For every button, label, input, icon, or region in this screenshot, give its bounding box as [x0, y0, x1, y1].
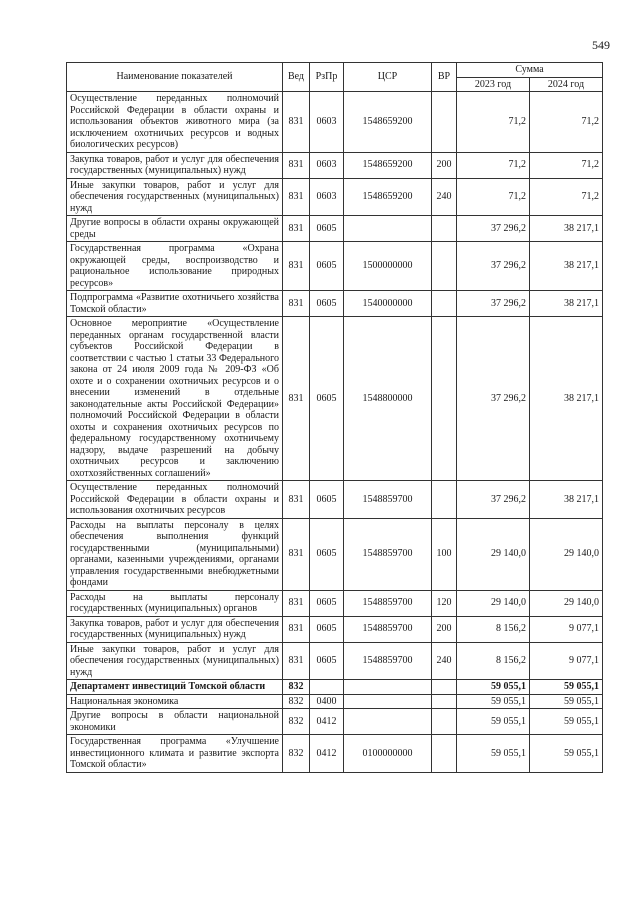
- cell-sum-2024: 59 055,1: [530, 680, 603, 695]
- cell-sum-2024: 71,2: [530, 178, 603, 216]
- cell-sum-2024: 38 217,1: [530, 242, 603, 291]
- cell-csr: [344, 694, 432, 709]
- cell-rzpr: 0603: [310, 92, 344, 153]
- table-row: [67, 152, 603, 178]
- cell-vr: [432, 680, 457, 695]
- cell-sum-2023: 29 140,0: [457, 590, 530, 616]
- cell-sum-2024: 29 140,0: [530, 518, 603, 590]
- cell-csr: 1540000000: [344, 291, 432, 317]
- cell-sum-2023: 37 296,2: [457, 242, 530, 291]
- cell-csr: [344, 216, 432, 242]
- header-year-2024: 2024 год: [530, 77, 603, 92]
- cell-ved: 832: [283, 735, 310, 773]
- header-sum: Сумма: [457, 63, 603, 78]
- cell-rzpr: 0603: [310, 178, 344, 216]
- cell-sum-2023: 29 140,0: [457, 518, 530, 590]
- cell-vr: 120: [432, 590, 457, 616]
- cell-ved: 831: [283, 152, 310, 178]
- cell-name: Осуществление переданных полномочий Российской Федерации в области охраны и использования охотничьих ресурсов: [67, 481, 283, 519]
- cell-vr: 240: [432, 642, 457, 680]
- header-csr: ЦСР: [344, 63, 432, 92]
- cell-name: Закупка товаров, работ и услуг для обеспечения государственных (муниципальных) нужд: [67, 152, 283, 178]
- cell-rzpr: 0605: [310, 242, 344, 291]
- table-row: [67, 92, 603, 153]
- cell-ved: 831: [283, 92, 310, 153]
- cell-sum-2023: 71,2: [457, 152, 530, 178]
- cell-ved: 831: [283, 216, 310, 242]
- cell-rzpr: 0605: [310, 481, 344, 519]
- cell-csr: 0100000000: [344, 735, 432, 773]
- budget-table: [66, 62, 603, 773]
- cell-vr: [432, 709, 457, 735]
- cell-ved: 831: [283, 481, 310, 519]
- cell-csr: 1548859700: [344, 481, 432, 519]
- header-year-2023: 2023 год: [457, 77, 530, 92]
- cell-name: Государственная программа «Улучшение инвестиционного климата и развитие экспорта Томской области»: [67, 735, 283, 773]
- cell-ved: 832: [283, 694, 310, 709]
- table-row: [67, 178, 603, 216]
- table-row: [67, 317, 603, 481]
- cell-rzpr: 0605: [310, 590, 344, 616]
- table-row: [67, 616, 603, 642]
- cell-csr: 1500000000: [344, 242, 432, 291]
- table-row: [67, 590, 603, 616]
- table-header-row: [67, 63, 603, 78]
- cell-csr: 1548859700: [344, 616, 432, 642]
- table-row: [67, 709, 603, 735]
- cell-sum-2023: 37 296,2: [457, 317, 530, 481]
- cell-rzpr: [310, 680, 344, 695]
- table-row: [67, 735, 603, 773]
- cell-csr: 1548859700: [344, 590, 432, 616]
- table-row: [67, 242, 603, 291]
- cell-sum-2023: 37 296,2: [457, 291, 530, 317]
- cell-rzpr: 0412: [310, 735, 344, 773]
- cell-name: Расходы на выплаты персоналу в целях обеспечения выполнения функций государственными (муниципальными) органами, казенными учреждениями, органами управления государственными внебюджетными фондами: [67, 518, 283, 590]
- header-name: Наименование показателей: [67, 63, 283, 92]
- cell-sum-2024: 9 077,1: [530, 616, 603, 642]
- table-body: [67, 92, 603, 773]
- cell-vr: 100: [432, 518, 457, 590]
- cell-sum-2023: 59 055,1: [457, 735, 530, 773]
- cell-vr: 200: [432, 152, 457, 178]
- cell-ved: 831: [283, 590, 310, 616]
- cell-rzpr: 0605: [310, 317, 344, 481]
- cell-ved: 831: [283, 518, 310, 590]
- cell-csr: [344, 680, 432, 695]
- cell-csr: 1548859700: [344, 642, 432, 680]
- page-number: 549: [592, 38, 610, 52]
- cell-rzpr: 0605: [310, 616, 344, 642]
- cell-csr: 1548659200: [344, 152, 432, 178]
- cell-sum-2024: 38 217,1: [530, 481, 603, 519]
- cell-sum-2023: 8 156,2: [457, 616, 530, 642]
- cell-ved: 831: [283, 291, 310, 317]
- cell-csr: 1548659200: [344, 178, 432, 216]
- cell-vr: [432, 242, 457, 291]
- cell-ved: 831: [283, 178, 310, 216]
- cell-rzpr: 0605: [310, 518, 344, 590]
- cell-csr: [344, 709, 432, 735]
- cell-ved: 831: [283, 616, 310, 642]
- cell-sum-2023: 59 055,1: [457, 709, 530, 735]
- table-row: [67, 694, 603, 709]
- table-row: [67, 481, 603, 519]
- cell-vr: 240: [432, 178, 457, 216]
- cell-sum-2023: 8 156,2: [457, 642, 530, 680]
- cell-vr: [432, 216, 457, 242]
- cell-name: Осуществление переданных полномочий Российской Федерации в области охраны и использования объектов животного мира (за исключением охотничьих ресурсов и водных биологических ресурсов): [67, 92, 283, 153]
- cell-rzpr: 0400: [310, 694, 344, 709]
- table-row: [67, 680, 603, 695]
- header-ved: Вед: [283, 63, 310, 92]
- table-row: [67, 291, 603, 317]
- table-row: [67, 642, 603, 680]
- cell-name: Подпрограмма «Развитие охотничьего хозяйства Томской области»: [67, 291, 283, 317]
- cell-name: Основное мероприятие «Осуществление переданных органам государственной власти субъектов Российской Федерации в соответствии с частью 1 статьи 33 Федерального закона от 24 июля 2009 года № 209-ФЗ «Об охоте и о сохранении охотничьих ресурсов и о внесении изменений в отдельные законодательные акты Российской Федерации» полномочий Российской Федерации в области охоты и сохранения охотничьих ресурсов по федеральному государственному охотничьему надзору, выдаче разрешений на добычу охотничьих ресурсов и заключению охотхозяйственных соглашений»: [67, 317, 283, 481]
- header-rzpr: РзПр: [310, 63, 344, 92]
- cell-sum-2024: 38 217,1: [530, 291, 603, 317]
- cell-sum-2024: 59 055,1: [530, 735, 603, 773]
- cell-vr: 200: [432, 616, 457, 642]
- cell-sum-2024: 9 077,1: [530, 642, 603, 680]
- cell-name: Иные закупки товаров, работ и услуг для обеспечения государственных (муниципальных) нужд: [67, 178, 283, 216]
- cell-vr: [432, 694, 457, 709]
- cell-name: Национальная экономика: [67, 694, 283, 709]
- cell-ved: 832: [283, 709, 310, 735]
- cell-sum-2024: 38 217,1: [530, 317, 603, 481]
- cell-csr: 1548659200: [344, 92, 432, 153]
- cell-sum-2024: 59 055,1: [530, 709, 603, 735]
- cell-csr: 1548859700: [344, 518, 432, 590]
- cell-rzpr: 0603: [310, 152, 344, 178]
- cell-sum-2024: 59 055,1: [530, 694, 603, 709]
- cell-ved: 831: [283, 242, 310, 291]
- cell-ved: 831: [283, 642, 310, 680]
- cell-sum-2024: 38 217,1: [530, 216, 603, 242]
- cell-name: Иные закупки товаров, работ и услуг для обеспечения государственных (муниципальных) нужд: [67, 642, 283, 680]
- cell-sum-2023: 59 055,1: [457, 680, 530, 695]
- cell-name: Закупка товаров, работ и услуг для обеспечения государственных (муниципальных) нужд: [67, 616, 283, 642]
- cell-vr: [432, 735, 457, 773]
- table-row: [67, 518, 603, 590]
- cell-vr: [432, 291, 457, 317]
- cell-ved: 832: [283, 680, 310, 695]
- cell-name: Другие вопросы в области охраны окружающей среды: [67, 216, 283, 242]
- cell-name: Другие вопросы в области национальной экономики: [67, 709, 283, 735]
- cell-sum-2023: 71,2: [457, 92, 530, 153]
- cell-sum-2023: 37 296,2: [457, 216, 530, 242]
- cell-sum-2023: 59 055,1: [457, 694, 530, 709]
- cell-vr: [432, 92, 457, 153]
- cell-sum-2023: 37 296,2: [457, 481, 530, 519]
- cell-vr: [432, 317, 457, 481]
- cell-ved: 831: [283, 317, 310, 481]
- header-vr: ВР: [432, 63, 457, 92]
- cell-rzpr: 0412: [310, 709, 344, 735]
- cell-name: Расходы на выплаты персоналу государственных (муниципальных) органов: [67, 590, 283, 616]
- cell-rzpr: 0605: [310, 216, 344, 242]
- table-row: [67, 216, 603, 242]
- cell-sum-2024: 71,2: [530, 152, 603, 178]
- cell-sum-2024: 71,2: [530, 92, 603, 153]
- cell-rzpr: 0605: [310, 291, 344, 317]
- cell-csr: 1548800000: [344, 317, 432, 481]
- cell-rzpr: 0605: [310, 642, 344, 680]
- cell-name: Государственная программа «Охрана окружающей среды, воспроизводство и рациональное использование природных ресурсов»: [67, 242, 283, 291]
- cell-vr: [432, 481, 457, 519]
- cell-sum-2024: 29 140,0: [530, 590, 603, 616]
- cell-name: Департамент инвестиций Томской области: [67, 680, 283, 695]
- cell-sum-2023: 71,2: [457, 178, 530, 216]
